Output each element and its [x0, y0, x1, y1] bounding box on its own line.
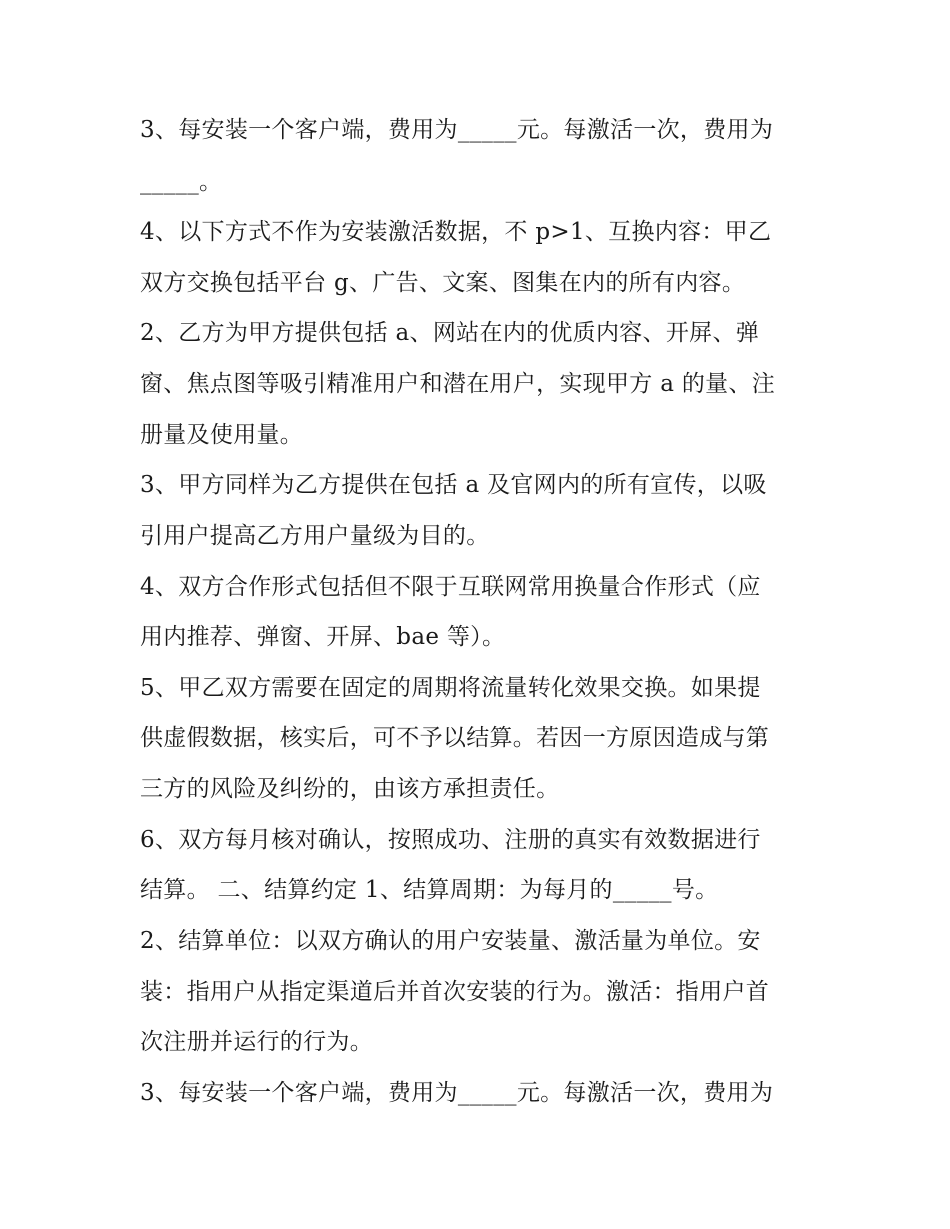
- text-line: 册量及使用量。: [140, 422, 304, 448]
- text-line: 2、乙方为甲方提供包括 a、网站在内的优质内容、开屏、弹: [140, 320, 760, 346]
- text-line: 2、结算单位：以双方确认的用户安装量、激活量为单位。安: [140, 928, 761, 954]
- text-line: 6、双方每月核对确认，按照成功、注册的真实有效数据进行: [140, 827, 761, 853]
- text-line: 5、甲乙双方需要在固定的周期将流量转化效果交换。如果提: [140, 675, 761, 701]
- text-line: 3、每安装一个客户端，费用为_____元。每激活一次，费用为: [140, 117, 774, 143]
- text-line: 3、甲方同样为乙方提供在包括 a 及官网内的所有宣传，以吸: [140, 472, 767, 498]
- text-line: 结算。 二、结算约定 1、结算周期：为每月的_____号。: [140, 877, 719, 903]
- text-line: 双方交换包括平台 g、广告、文案、图集在内的所有内容。: [140, 270, 746, 296]
- text-line: 三方的风险及纠纷的，由该方承担责任。: [140, 776, 560, 802]
- text-line: 窗、焦点图等吸引精准用户和潜在用户，实现甲方 a 的量、注: [140, 371, 776, 397]
- text-line: 4、双方合作形式包括但不限于互联网常用换量合作形式（应: [140, 574, 761, 600]
- text-line: 装：指用户从指定渠道后并首次安装的行为。激活：指用户首: [140, 979, 770, 1005]
- text-line: 3、每安装一个客户端，费用为_____元。每激活一次，费用为: [140, 1080, 774, 1106]
- text-line: _____。: [140, 169, 223, 195]
- text-line: 次注册并运行的行为。: [140, 1029, 373, 1055]
- text-line: 供虚假数据，核实后，可不予以结算。若因一方原因造成与第: [140, 725, 770, 751]
- text-line: 引用户提高乙方用户量级为目的。: [140, 523, 490, 549]
- text-line: 用内推荐、弹窗、开屏、bae 等）。: [140, 624, 506, 650]
- text-line: 4、以下方式不作为安装激活数据，不 p>1、互换内容：甲乙: [140, 219, 772, 245]
